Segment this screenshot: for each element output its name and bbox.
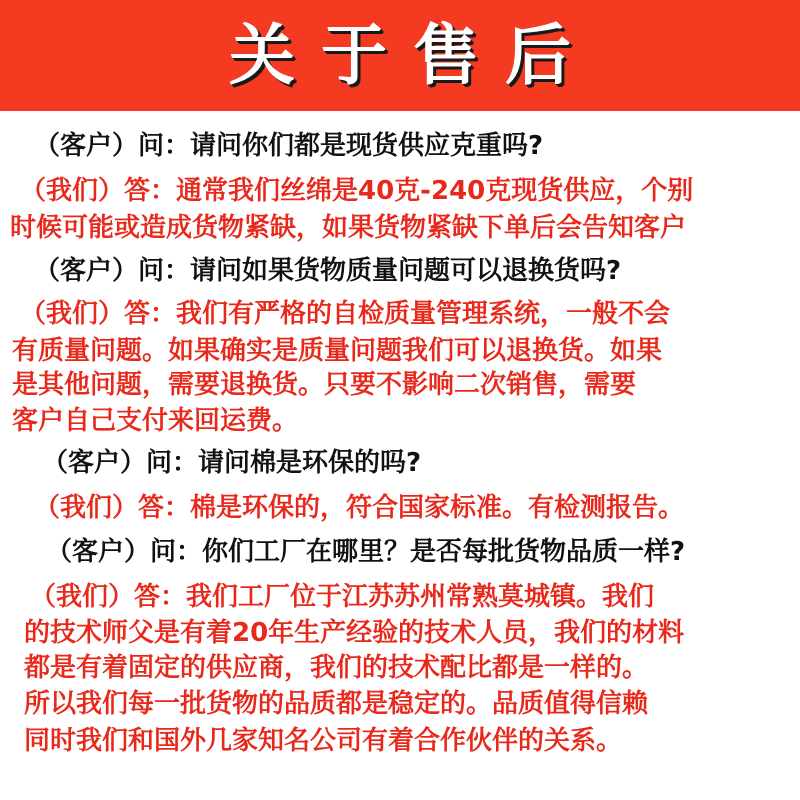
question-2: （客户）问：请问如果货物质量问题可以退换货吗? [34,256,622,286]
question-1: （客户）问：请问你们都是现货供应克重吗? [34,131,544,161]
answer-4-line-3: 都是有着固定的供应商，我们的技术配比都是一样的。 [24,653,649,683]
answer-2-line-4: 客户自己支付来回运费。 [12,406,299,436]
answer-4-line-2: 的技术师父是有着20年生产经验的技术人员，我们的材料 [24,618,685,648]
answer-4-line-1: （我们）答：我们工厂位于江苏苏州常熟莫城镇。我们 [30,582,655,612]
answer-4-line-4: 所以我们每一批货物的品质都是稳定的。品质值得信赖 [24,689,649,719]
page-title: 关于售后 [229,16,597,94]
answer-2-line-2: 有质量问题。如果确实是质量问题我们可以退换货。如果 [12,336,663,366]
answer-3-line-1: （我们）答：棉是环保的，符合国家标准。有检测报告。 [34,493,685,523]
question-4: （客户）问：你们工厂在哪里？是否每批货物品质一样? [46,537,686,567]
answer-2-line-3: 是其他问题，需要退换货。只要不影响二次销售，需要 [12,370,637,400]
title-banner [0,0,800,111]
answer-4-line-5: 同时我们和国外几家知名公司有着合作伙伴的关系。 [24,726,623,756]
answer-2-line-1: （我们）答：我们有严格的自检质量管理系统，一般不会 [20,299,671,329]
question-3: （客户）问：请问棉是环保的吗? [42,448,422,478]
answer-1-line-1: （我们）答：通常我们丝绵是40克-240克现货供应，个别 [20,176,694,206]
answer-1-line-2: 时候可能或造成货物紧缺，如果货物紧缺下单后会告知客户 [10,213,687,243]
